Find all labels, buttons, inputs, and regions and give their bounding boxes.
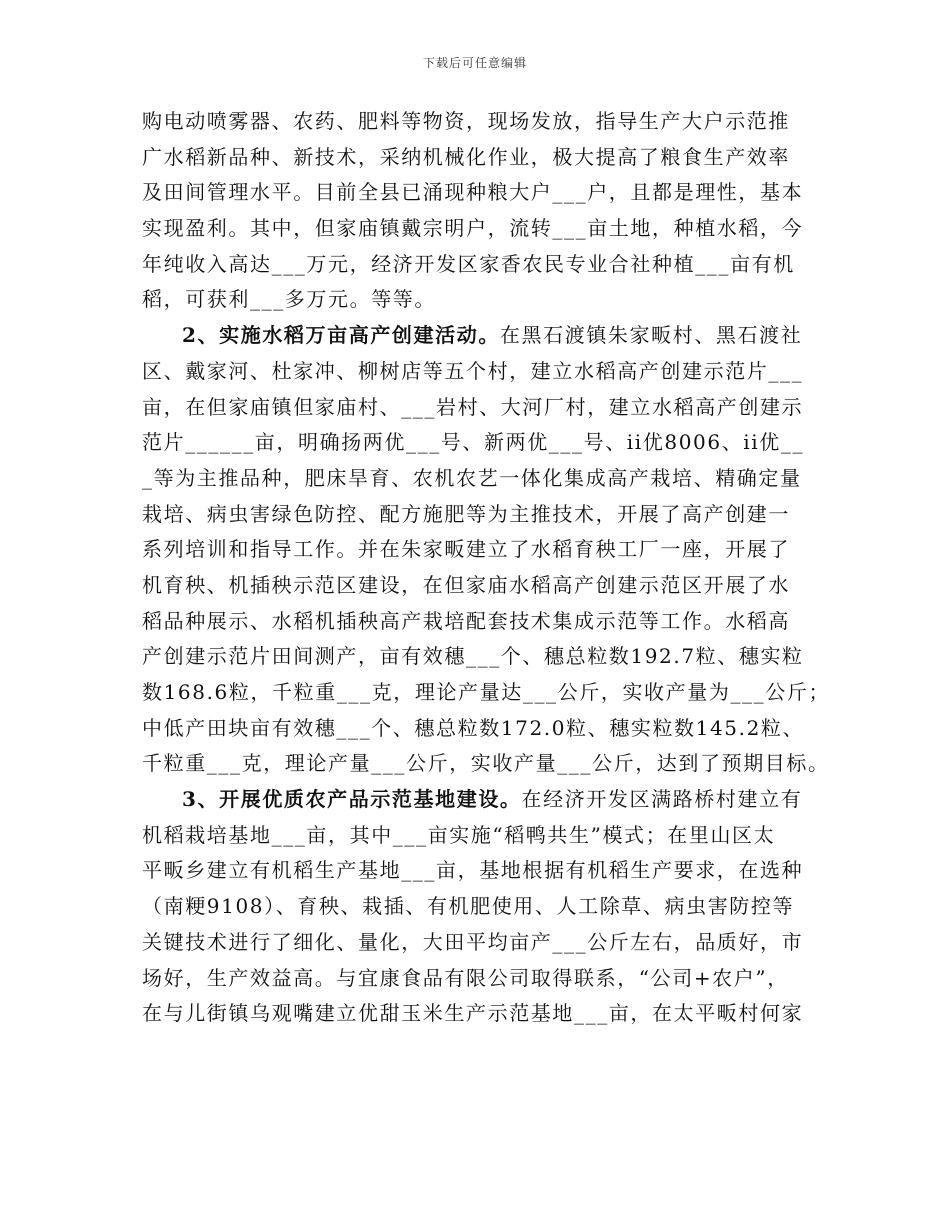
text-line: 栽培、病虫害绿色防控、配方施肥等为主推技术，开展了高产创建一 <box>142 501 790 526</box>
text-line: 亩，在但家庙镇但家庙村、___岩村、大河厂村，建立水稻高产创建示 <box>142 394 804 419</box>
text-line: 机稻栽培基地___亩，其中___亩实施“稻鸭共生”模式；在里山区太 <box>142 822 776 847</box>
section-heading: 2、实施水稻万亩高产创建活动。 <box>182 323 500 348</box>
paragraph-1 <box>142 104 812 318</box>
text-line: 区、戴家河、杜家冲、柳树店等五个村，建立水稻高产创建示范片___ <box>142 358 804 383</box>
document-body <box>142 104 831 1032</box>
text-run: 在黑石渡镇朱家畈村、黑石渡社 <box>499 323 803 348</box>
page-header: 下载后可任意编辑 <box>422 56 527 70</box>
text-line: 场好，生产效益高。与宜康食品有限公司取得联系，“公司+农户”， <box>142 965 789 990</box>
text-line: 数168.6粒，千粒重___克，理论产量达___公斤，实收产量为___公斤； <box>142 680 831 704</box>
text-line: 产创建示范片田间测产，亩有效穗___个、穗总粒数192.7粒、穗实粒 <box>142 644 804 669</box>
text-line <box>142 318 812 354</box>
text-line: 年纯收入高达___万元，经济开发区家香农民专业合社种植___亩有机 <box>142 251 795 276</box>
section-heading: 3、开展优质农产品示范基地建设。 <box>182 787 522 812</box>
text-line: 机育秧、机插秧示范区建设，在但家庙水稻高产创建示范区开展了水 <box>142 572 790 597</box>
text-line: 在与儿街镇乌观嘴建立优甜玉米生产示范基地___亩，在太平畈村何家 <box>142 1001 804 1026</box>
text-line: 购电动喷雾器、农药、肥料等物资，现场发放，指导生产大户示范推 <box>142 109 790 133</box>
text-line: _等为主推品种，肥床旱育、农机农艺一体化集成高产栽培、精确定量 <box>142 465 802 490</box>
paragraph-3 <box>142 782 812 1032</box>
text-line: 系列培训和指导工作。并在朱家畈建立了水稻育秧工厂一座，开展了 <box>142 537 790 562</box>
text-line: 平畈乡建立有机稻生产基地___亩，基地根据有机稻生产要求，在选种 <box>142 858 804 883</box>
text-line <box>142 782 812 818</box>
text-line: 实现盈利。其中，但家庙镇戴宗明户，流转___亩土地，种植水稻，今 <box>142 216 804 241</box>
text-line: （南粳9108）、育秧、栽插、有机肥使用、人工除草、病虫害防控等 <box>142 894 795 919</box>
text-run: 在经济开发区满路桥村建立有 <box>521 787 803 812</box>
text-line: 稻品种展示、水稻机插秧高产栽培配套技术集成示范等工作。水稻高 <box>142 608 790 633</box>
paragraph-2 <box>142 318 831 782</box>
text-line: 千粒重___克，理论产量___公斤，实收产量___公斤，达到了预期目标。 <box>142 751 830 776</box>
text-line: 稻，可获利___多万元。等等。 <box>142 287 436 312</box>
text-line: 广水稻新品种、新技术，采纳机械化作业，极大提高了粮食生产效率 <box>142 144 790 169</box>
text-line: 范片______亩，明确扬两优___号、新两优___号、ii优8006、ii优__ <box>142 430 805 455</box>
text-line: 关键技术进行了细化、量化，大田平均亩产___公斤左右，品质好，市 <box>142 929 804 954</box>
text-line: 中低产田块亩有效穗___个、穗总粒数172.0粒、穗实粒数145.2粒、 <box>142 715 805 740</box>
text-line: 及田间管理水平。目前全县已涌现种粮大户___户，且都是理性，基本 <box>142 180 804 205</box>
